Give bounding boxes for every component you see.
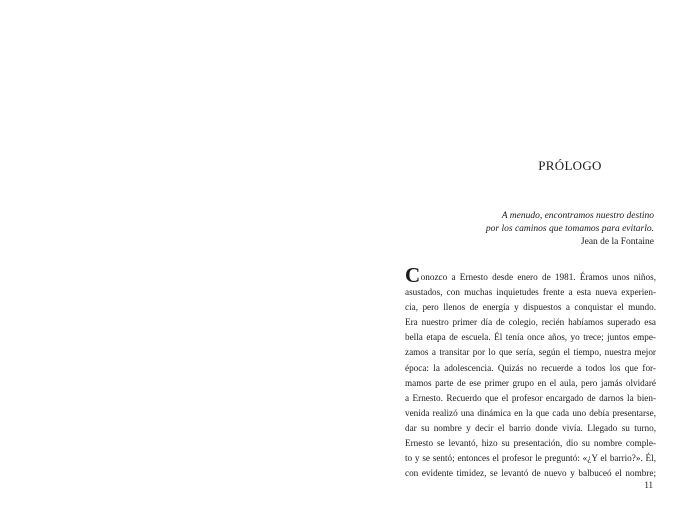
body-line: época: la adolescencia. Quizás no recuerde a todos los que for- bbox=[405, 362, 656, 373]
page-number: 11 bbox=[644, 480, 653, 490]
body-line: a Ernesto. Recuerdo que el profesor encargado de darnos la bien- bbox=[405, 392, 656, 403]
body-line: Era nuestro primer día de colegio, recién habíamos superado esa bbox=[405, 317, 656, 328]
chapter-title: PRÓLOGO bbox=[538, 158, 602, 173]
body-line-text: onozco a Ernesto desde enero de 1981. Éramos unos niños, bbox=[420, 272, 656, 282]
epigraph bbox=[434, 210, 654, 249]
body-line: con evidente timidez, se levantó de nuevo y balbuceó el nombre; bbox=[405, 468, 656, 479]
epigraph-line: A menudo, encontramos nuestro destino bbox=[501, 211, 654, 221]
body-line: dar su nombre y decir el barrio donde vivía. Llegado su turno, bbox=[405, 422, 656, 433]
body-line: venida realizó una dinámica en la que cada uno debía presentarse, bbox=[405, 407, 656, 418]
body-line: to y se sentó; entonces el profesor le preguntó: «¿Y el barrio?». Él, bbox=[405, 453, 656, 464]
body-line bbox=[405, 263, 656, 287]
right-page bbox=[350, 0, 700, 514]
drop-cap: C bbox=[405, 263, 421, 287]
body-line: zamos a transitar por lo que sería, según el tiempo, nuestra mejor bbox=[405, 347, 656, 358]
body-line: Ernesto se levantó, hizo su presentación, dio su nombre comple- bbox=[405, 438, 656, 449]
body-text bbox=[405, 263, 656, 481]
epigraph-author: Jean de la Fontaine bbox=[580, 237, 654, 247]
body-line: asustados, con muchas inquietudes frente a esta nueva experien- bbox=[405, 287, 656, 298]
body-line: mamos parte de ese primer grupo en el aula, pero jamás olvidaré bbox=[405, 377, 656, 388]
body-line: bella etapa de escuela. Él tenía once años, yo trece; juntos empe- bbox=[405, 332, 656, 343]
body-line: cia, pero llenos de energía y dispuestos a conquistar el mundo. bbox=[405, 302, 656, 313]
epigraph-line: por los caminos que tomamos para evitarlo. bbox=[485, 224, 654, 234]
